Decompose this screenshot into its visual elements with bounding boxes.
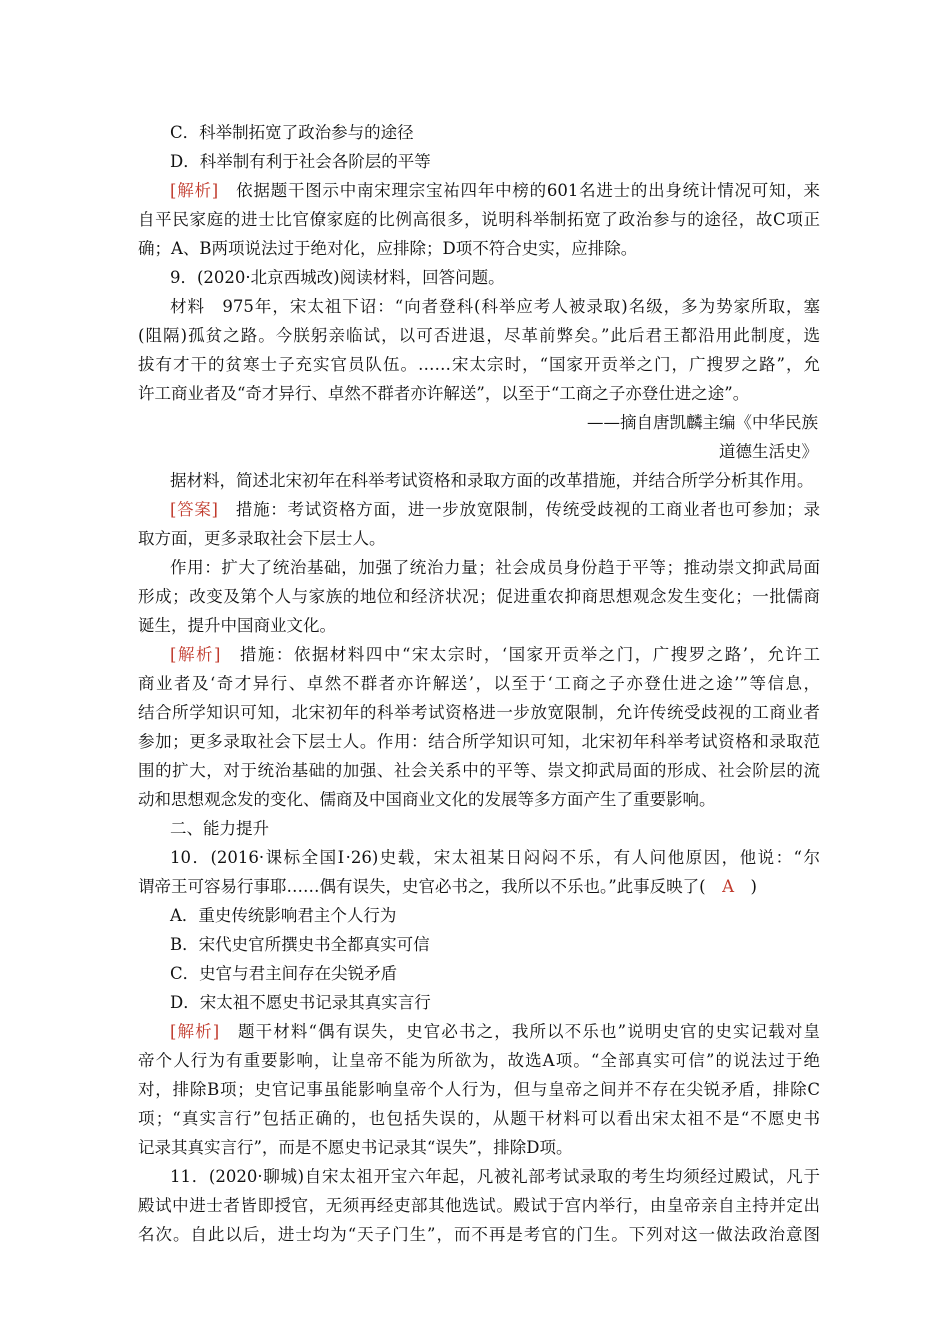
q9-source-line-2: 道德生活史》	[719, 442, 818, 461]
q9-material-line-2: (阻隔)孤贫之路。今朕躬亲临试，以可否进退，尽革前弊矣。”此后君王都沿用此制度，选	[138, 326, 820, 345]
q8-analysis-line-2: 自平民家庭的进士比官僚家庭的比例高很多，说明科举制拓宽了政治参与的途径，故C项正	[138, 210, 820, 229]
q8-option-c: C．科举制拓宽了政治参与的途径	[170, 123, 414, 142]
q11-stem-line-2: 殿试中进士者皆即授官，无须再经吏部其他选试。殿试于宫内举行，由皇帝亲自主持并定出	[138, 1196, 820, 1215]
q8-option-d: D．科举制有利于社会各阶层的平等	[170, 152, 431, 171]
q10-option-c: C．史官与君主间存在尖锐矛盾	[170, 964, 398, 983]
q10-option-d: D．宋太祖不愿史书记录其真实言行	[170, 993, 431, 1012]
q10-option-b: B．宋代史官所撰史书全都真实可信	[170, 935, 430, 954]
q10-analysis-line-1: [解析] 题干材料“偶有误失，史官必书之，我所以不乐也”说明史官的史实记载对皇	[170, 1022, 820, 1041]
q9-effect-line-3: 诞生，提升中国商业文化。	[138, 616, 336, 635]
q10-analysis-line-2: 帝个人行为有重要影响，让皇帝不能为所欲为，故选A项。“全部真实可信”的说法过于绝	[138, 1051, 820, 1070]
q11-stem-line-3: 名次。自此以后，进士均为“天子门生”，而不再是考官的门生。下列对这一做法政治意图	[138, 1225, 820, 1244]
analysis-tag: [解析]	[170, 181, 219, 200]
q9-answer-line-2: 取方面，更多录取社会下层士人。	[138, 529, 386, 548]
q9-analysis-line-1: [解析] 措施：依据材料四中“宋太宗时，‘国家开贡举之门，广搜罗之路’，允许工	[170, 645, 820, 664]
q10-stem-line-2: 谓帝王可容易行事耶……偶有误失，史官必书之，我所以不乐也。”此事反映了( A )	[138, 877, 757, 896]
q9-source-line-1: ——摘自唐凯麟主编《中华民族	[587, 413, 818, 432]
q10-stem-line-1: 10．(2016·课标全国Ⅰ·26)史载，宋太祖某日闷闷不乐，有人问他原因，他说：“尔	[170, 848, 820, 867]
q9-material-line-3: 拔有才干的贫寒士子充实官员队伍。……宋太宗时，“国家开贡举之门，广搜罗之路”，允	[138, 355, 820, 374]
answer-tag: [答案]	[170, 500, 218, 519]
q9-effect-line-2: 形成；改变及第个人与家族的地位和经济状况；促进重农抑商思想观念发生变化；一批儒商	[138, 587, 820, 606]
analysis-tag: [解析]	[170, 1022, 220, 1041]
q9-title: 9．(2020·北京西城改)阅读材料，回答问题。	[170, 268, 505, 287]
q9-analysis-line-4: 参加；更多录取社会下层士人。作用：结合所学知识可知，北宋初年科举考试资格和录取范	[138, 732, 820, 751]
q10-answer: A	[722, 877, 735, 896]
q9-material-line-4: 许工商业者及“奇才异行、卓然不群者亦许解送”，以至于“工商之子亦登仕进之途”。	[138, 384, 750, 403]
q9-answer-line-1: [答案] 措施：考试资格方面，进一步放宽限制，传统受歧视的工商业者也可参加；录	[170, 500, 821, 519]
analysis-tag: [解析]	[170, 645, 221, 664]
q9-material-line-1: 材料 975年，宋太祖下诏：“向者登科(科举应考人被录取)名级，多为势家所取，塞	[170, 297, 820, 316]
q9-question: 据材料，简述北宋初年在科举考试资格和录取方面的改革措施，并结合所学分析其作用。	[170, 471, 814, 490]
q10-option-a: A．重史传统影响君主个人行为	[170, 906, 397, 925]
q9-analysis-line-6: 动和思想观念发的变化、儒商及中国商业文化的发展等多方面产生了重要影响。	[138, 790, 716, 809]
q8-analysis-line-1: [解析] 依据题干图示中南宋理宗宝祐四年中榜的601名进士的出身统计情况可知，来	[170, 181, 820, 200]
section-heading: 二、能力提升	[170, 819, 269, 838]
q11-stem-line-1: 11．(2020·聊城)自宋太祖开宝六年起，凡被礼部考试录取的考生均须经过殿试，凡于	[170, 1167, 820, 1186]
q10-analysis-line-3: 对，排除B项；史官记事虽能影响皇帝个人行为，但与皇帝之间并不存在尖锐矛盾，排除C	[138, 1080, 820, 1099]
q10-analysis-line-4: 项；“真实言行”包括正确的，也包括失误的，从题干材料可以看出宋太祖不是“不愿史书	[138, 1109, 820, 1128]
q8-analysis-line-3: 确；A、B两项说法过于绝对化，应排除；D项不符合史实，应排除。	[138, 239, 638, 258]
q9-analysis-line-2: 商业者及‘奇才异行、卓然不群者亦许解送’，以至于‘工商之子亦登仕进之途’”等信息，	[138, 674, 820, 693]
q9-analysis-line-5: 围的扩大，对于统治基础的加强、社会关系中的平等、崇文抑武局面的形成、社会阶层的流	[138, 761, 820, 780]
q9-analysis-line-3: 结合所学知识可知，北宋初年的科举考试资格进一步放宽限制，允许传统受歧视的工商业者	[138, 703, 820, 722]
q10-analysis-line-5: 记录其真实言行”，而是不愿史书记录其“误失”，排除D项。	[138, 1138, 573, 1157]
q9-effect-line-1: 作用：扩大了统治基础，加强了统治力量；社会成员身份趋于平等；推动崇文抑武局面	[170, 558, 820, 577]
